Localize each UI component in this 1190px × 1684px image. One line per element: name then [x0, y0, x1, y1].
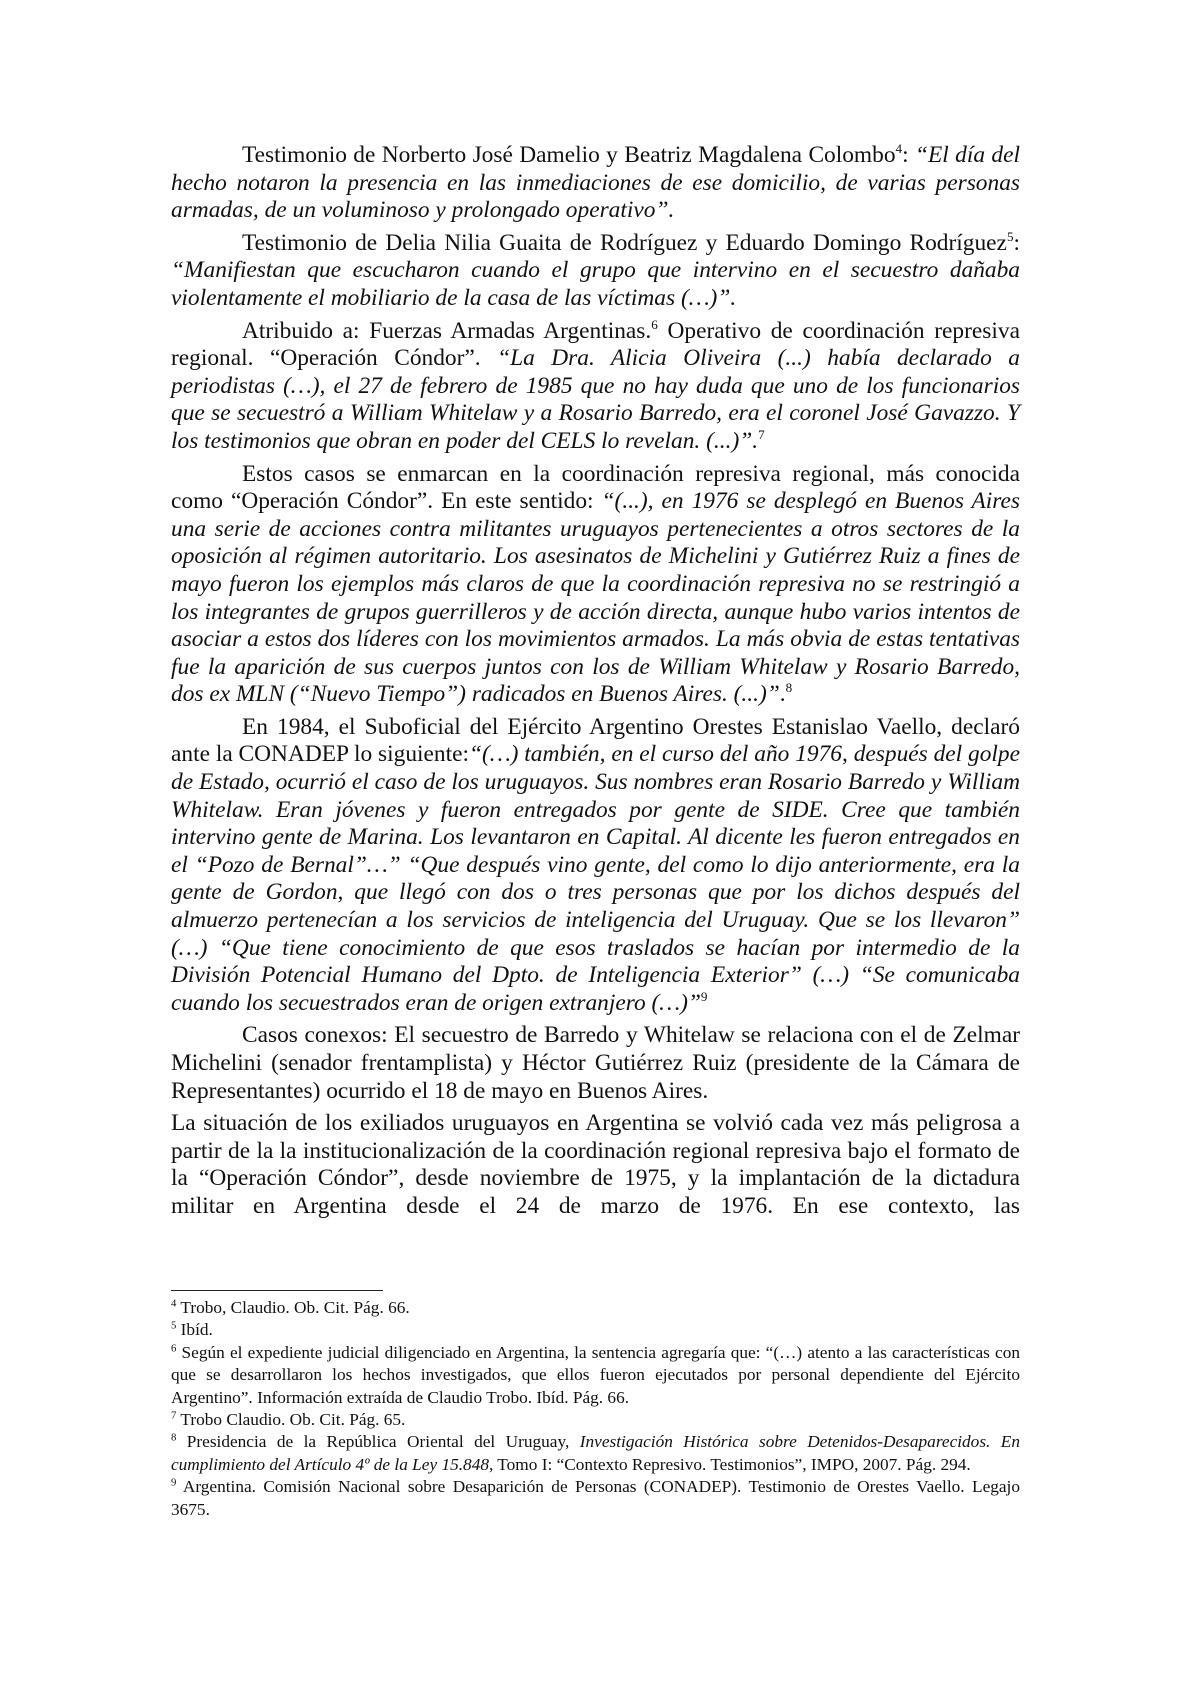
footnote-number: 4 [171, 1297, 177, 1310]
paragraph-text: La situación de los exiliados uruguayos en Argentina se volvió cada vez más peligrosa a partir de la la institucionalización de la coordinación regional represiva bajo el formato de la “Operación Cóndor”, desde noviembre de 1975, y la implantación de la dictadura militar en Argentina desde el 24 de marzo de 1976. En ese contexto, las [171, 1110, 1020, 1219]
paragraph-text: Testimonio de Delia Nilia Guaita de Rodríguez y Eduardo Domingo Rodríguez [242, 229, 1007, 256]
body-text [171, 142, 1020, 1226]
footnote-number: 6 [171, 1342, 177, 1355]
period: . [779, 681, 786, 708]
footnote-number: 7 [171, 1409, 177, 1422]
footnote-ref-5[interactable]: 5 [1006, 228, 1014, 244]
footnote-ref-7[interactable]: 7 [758, 427, 765, 443]
separator: : [1013, 229, 1020, 256]
footnote-text: Tomo I: “Contexto Represivo. Testimonios”, IMPO, 2007. Pág. 294. [493, 1454, 971, 1474]
quote-oliveira: “La Dra. Alicia Oliveira (...) había declarado a periodistas (…), el 27 de febrero de 1985 que no hay duda que uno de los funcionarios que se secuestró a William Whitelaw y a Rosario Barredo, era el coronel José Gavazzo. Y los testimonios que obran en poder del CELS lo revelan. (...)”. [171, 345, 1020, 454]
quote-vaello: “(…) también, en el curso del año 1976, después del golpe de Estado, ocurrió el caso de los uruguayos. Sus nombres eran Rosario Barredo y William Whitelaw. Eran jóvenes y fueron entregados por gente de SIDE. Cree que también intervino gente de Marina. Los levantaron en Capital. Al dicente les fueron entregados en el “Pozo de Bernal”…” “Que después vino gente, del como lo dijo anteriormente, era la gente de Gordon, que llegó con dos o tres personas que por los dichos después del almuerzo pertenecían a los servicios de inteligencia del Uruguay. Que se los llevaron” (…) “Que tiene conocimiento de que esos traslados se hacían por intermedio de la División Potencial Humano del Dpto. de Inteligencia Exterior” (…) “Se comunicaba cuando los secuestrados eran de origen extranjero (…)” [171, 741, 1021, 1016]
footnote-title: Investigación Histórica sobre Detenidos-Desaparecidos. En cumplimiento del Artículo 4º de la Ley 15.848, [171, 1432, 1021, 1474]
footnote-text: Presidencia de la República Oriental del Uruguay, [176, 1432, 580, 1452]
quote-condor: “(...), en 1976 se desplegó en Buenos Aires una serie de acciones contra militantes uruguayos pertenecientes a otros sectores de la oposición al régimen autoritario. Los asesinatos de Michelini y Gutiérrez Ruiz a fines de mayo fueron los ejemplos más claros de que la coordinación represiva no se restringió a los integrantes de grupos guerrilleros y de acción directa, aunque hubo varios intentos de asociar a estos dos líderes con los movimientos armados. La más obvia de estas tentativas fue la aparición de sus cuerpos juntos con los de William Whitelaw y Rosario Barredo, dos ex MLN (“Nuevo Tiempo”) radicados en Buenos Aires. (...)” [171, 488, 1020, 708]
footnote-separator [171, 1290, 383, 1291]
footnote-9 [171, 1476, 1020, 1521]
footnote-8 [171, 1431, 1020, 1476]
paragraph-testimonio-damelio-colombo [171, 142, 1020, 225]
paragraph-operacion-condor [171, 461, 1020, 709]
testimony-quote: “El día del hecho notaron la presencia en las inmediaciones de ese domicilio, de varias personas armadas, de un voluminoso y prolongado operativo”. [171, 142, 1020, 224]
footnotes [171, 1297, 1020, 1521]
paragraph-text: Operativo de coordinación represiva regional. “Operación Cóndor”. [171, 317, 1020, 372]
footnote-text: Argentina. Comisión Nacional sobre Desaparición de Personas (CONADEP). Testimonio de Orestes Vaello. Legajo 3675. [171, 1477, 1020, 1519]
paragraph-vaello [171, 714, 1020, 1018]
paragraph-text: Estos casos se enmarcan en la coordinación represiva regional, más conocida como “Operación Cóndor”. En este sentido: [171, 460, 1020, 515]
testimony-quote: “Manifiestan que escucharon cuando el grupo que intervino en el secuestro dañaba violentamente el mobiliario de la casa de las víctimas (…)”. [171, 257, 1020, 311]
footnote-text: Trobo Claudio. Ob. Cit. Pág. 65. [176, 1410, 406, 1430]
footnote-ref-8[interactable]: 8 [785, 680, 793, 696]
footnote-number: 5 [171, 1319, 177, 1332]
paragraph-text: En 1984, el Suboficial del Ejército Argentino Orestes Estanislao Vaello, declaró ante la CONADEP lo siguiente: [171, 713, 1020, 768]
footnote-ref-6[interactable]: 6 [651, 316, 658, 332]
footnote-7 [171, 1409, 1020, 1431]
footnote-number: 8 [171, 1431, 177, 1444]
paragraph-text: Testimonio de Norberto José Damelio y Beatriz Magdalena Colombo [242, 142, 896, 168]
paragraph-situacion-exiliados [171, 1110, 1020, 1220]
footnote-4 [171, 1297, 1020, 1319]
paragraph-testimonio-guaita-rodriguez [171, 230, 1020, 313]
footnote-ref-9[interactable]: 9 [700, 988, 708, 1004]
footnote-ref-4[interactable]: 4 [895, 141, 903, 157]
paragraph-atribuido [171, 318, 1020, 456]
footnote-5 [171, 1319, 1020, 1341]
footnote-number: 9 [171, 1476, 177, 1489]
paragraph-text: Casos conexos: El secuestro de Barredo y Whitelaw se relaciona con el de Zelmar Michelini (senador frentamplista) y Héctor Gutiérrez Ruiz (presidente de la Cámara de Representantes) ocurrido el 18 de mayo en Buenos Aires. [171, 1022, 1020, 1104]
paragraph-text: Atribuido a: Fuerzas Armadas Argentinas. [242, 317, 652, 344]
separator: : [902, 142, 915, 168]
footnote-text: Ibíd. [176, 1320, 213, 1340]
footnote-text: Según el expediente judicial diligenciado en Argentina, la sentencia agregaría que: “(…) atento a las características con que se desarrollaron los hechos investigados, que ellos fueron ejecutados por personal dependiente del Ejército Argentino”. Información extraída de Claudio Trobo. Ibíd. Pág. 66. [171, 1342, 1020, 1407]
footnote-text: Trobo, Claudio. Ob. Cit. Pág. 66. [176, 1298, 410, 1317]
paragraph-casos-conexos [171, 1022, 1020, 1105]
footnote-6 [171, 1342, 1020, 1409]
